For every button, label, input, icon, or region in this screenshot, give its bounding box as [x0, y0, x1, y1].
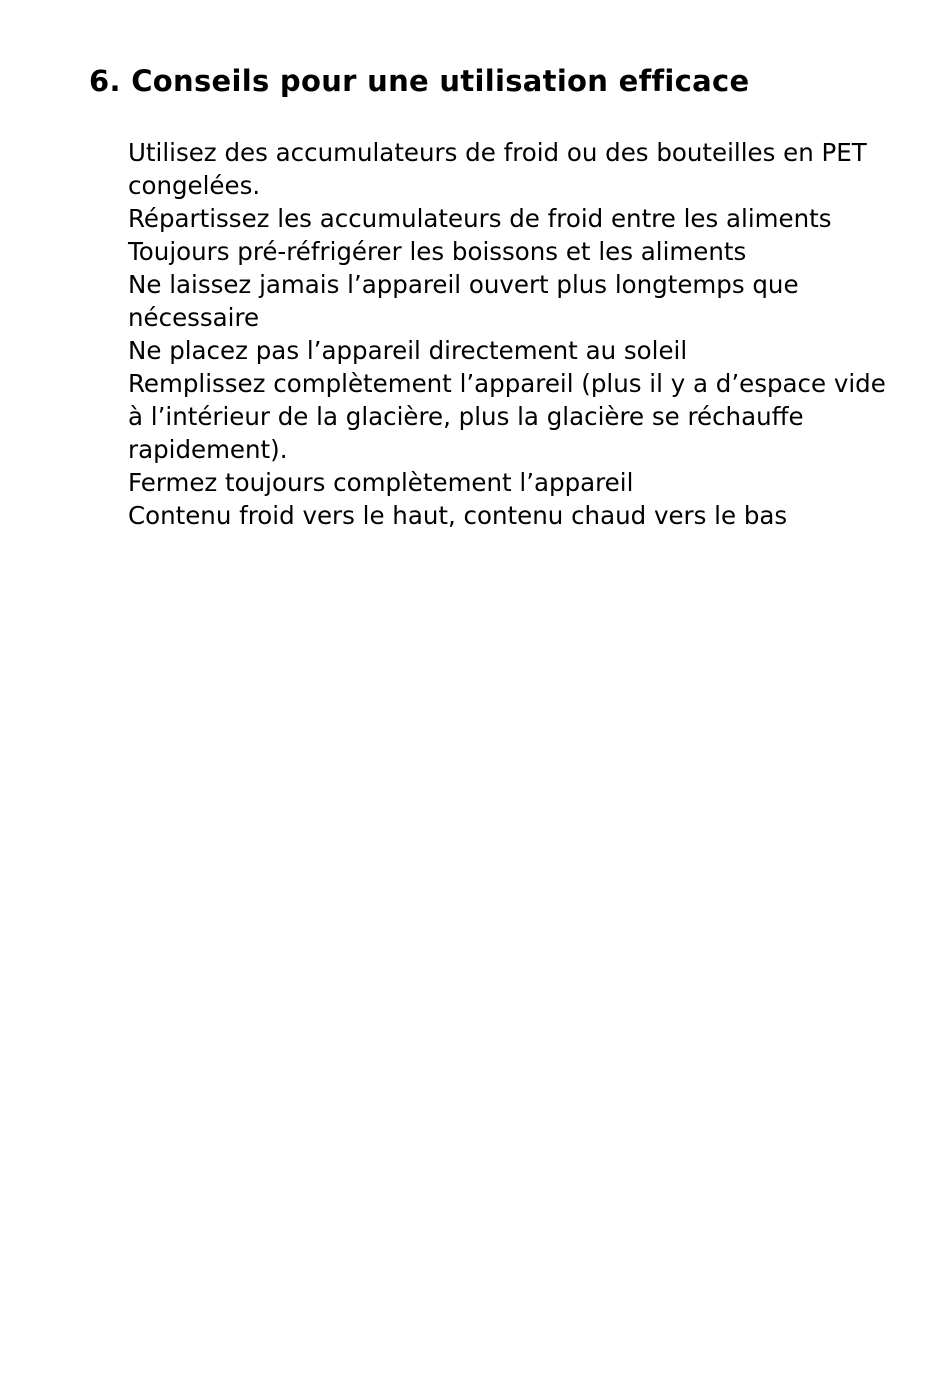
tip-item: Fermez toujours complètement l’appareil — [128, 468, 634, 497]
tip-item: Remplissez complètement l’appareil (plus il y a d’espace vide à l’intérieur de la glacière, plus la glacière se réchauffe rapidement). — [128, 369, 886, 464]
tip-item: Toujours pré-réfrigérer les boissons et les aliments — [128, 237, 747, 266]
tip-item: Répartissez les accumulateurs de froid entre les aliments — [128, 204, 832, 233]
tip-item: Ne laissez jamais l’appareil ouvert plus longtemps que nécessaire — [128, 270, 799, 332]
tip-item: Contenu froid vers le haut, contenu chaud vers le bas — [128, 501, 788, 530]
section-title: 6. Conseils pour une utilisation efficace — [89, 64, 750, 98]
tip-item: Utilisez des accumulateurs de froid ou des bouteilles en PET congelées. — [128, 138, 867, 200]
tip-item: Ne placez pas l’appareil directement au soleil — [128, 336, 688, 365]
tips-list — [128, 136, 898, 532]
